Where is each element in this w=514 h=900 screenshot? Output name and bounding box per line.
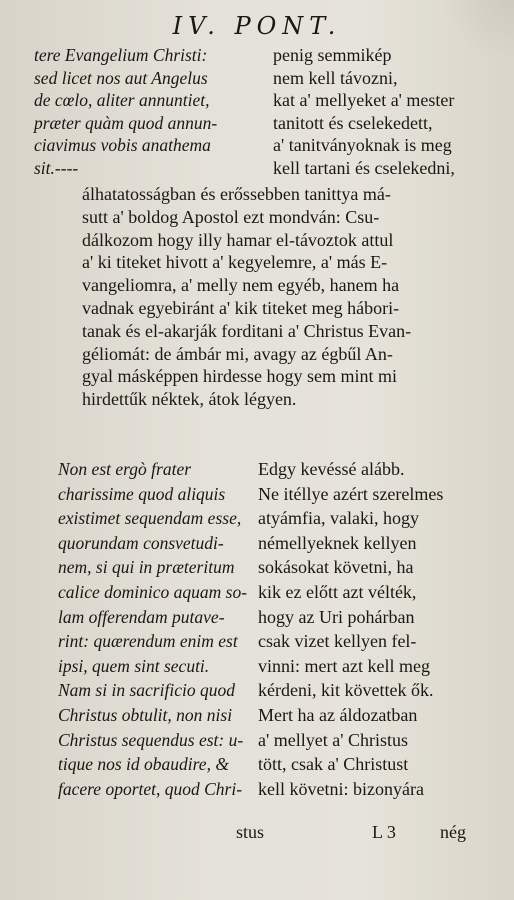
- latin-line: præter quàm quod annun-: [34, 112, 218, 133]
- latin-line: Nam si in sacrificio quod: [58, 680, 235, 701]
- hungarian-line: csak vizet kellyen fel-: [258, 631, 417, 652]
- catchword-left: stus: [236, 822, 265, 842]
- hungarian-line: kérdeni, kit követtek ők.: [258, 680, 434, 701]
- text-line: gyal másképpen hirdesse hogy sem mint mi: [82, 366, 397, 387]
- hungarian-line: penig semmikép: [273, 45, 392, 65]
- text-line: vadnak egyebiránt a' kik titeket meg hábori-: [82, 298, 400, 318]
- hungarian-line: hogy az Uri pohárban: [258, 606, 415, 627]
- latin-line: sit.----: [34, 158, 79, 178]
- latin-line: tique nos id obaudire, &: [58, 754, 229, 775]
- latin-line: facere oportet, quod Chri-: [58, 778, 243, 799]
- text-line: géliomát: de ámbár mi, avagy az égbűl An-: [82, 343, 393, 364]
- hungarian-line: atyámfia, valaki, hogy: [258, 508, 419, 529]
- latin-line: calice dominico aquam so-: [58, 582, 248, 602]
- text-line: álhatatosságban és erőssebben tanittya má-: [82, 184, 391, 204]
- latin-line: nem, si qui in præteritum: [58, 557, 235, 578]
- latin-line: charissime quod aliquis: [58, 483, 226, 504]
- latin-line: Christus sequendus est: u-: [58, 729, 244, 750]
- text-line: vangeliomra, a' melly nem egyéb, hanem ha: [82, 275, 400, 296]
- hungarian-line: kell tartani és cselekedni,: [273, 158, 455, 178]
- latin-line: ciavimus vobis anathema: [34, 135, 211, 156]
- hungarian-line: Ne itéllye azért szerelmes: [258, 483, 444, 504]
- text-line: hirdettűk néktek, átok légyen.: [82, 389, 297, 410]
- latin-line: de cœlo, aliter annuntiet,: [34, 90, 210, 111]
- hungarian-line: kik ez előtt azt vélték,: [258, 582, 417, 602]
- hungarian-line: tanitott és cselekedett,: [273, 112, 433, 133]
- hungarian-line: a' tanitványoknak is meg: [273, 135, 452, 156]
- latin-line: quorundam consvetudi-: [58, 532, 224, 553]
- catchword-right: nég: [440, 822, 466, 842]
- hungarian-line: nem kell távozni,: [273, 67, 398, 88]
- hungarian-line: Edgy kevéssé alább.: [258, 459, 405, 479]
- hungarian-line: sokásokat követni, ha: [258, 557, 414, 578]
- text-line: dálkozom hogy illy hamar el-távoztok attul: [82, 229, 394, 250]
- latin-line: sed licet nos aut Angelus: [34, 67, 208, 88]
- hungarian-line: kat a' mellyeket a' mester: [273, 90, 455, 111]
- text-line: tanak és el-akarják forditani a' Christus Evan-: [82, 320, 412, 341]
- latin-line: Non est ergò frater: [58, 459, 192, 479]
- running-header: IV. PONT.: [172, 12, 342, 40]
- latin-line: Christus obtulit, non nisi: [58, 705, 233, 725]
- latin-line: existimet sequendam esse,: [58, 508, 242, 529]
- hungarian-line: kell követni: bizonyára: [258, 778, 424, 799]
- hungarian-line: tött, csak a' Christust: [258, 754, 409, 775]
- text-line: a' ki titeket hivott a' kegyelemre, a' más E-: [82, 252, 388, 273]
- latin-line: ipsi, quem sint secuti.: [58, 655, 210, 676]
- latin-line: rint: quærendum enim est: [58, 631, 238, 652]
- hungarian-line: némellyeknek kellyen: [258, 532, 417, 553]
- latin-line: lam offerendam putave-: [58, 606, 225, 627]
- hungarian-line: Mert ha az áldozatban: [258, 705, 418, 725]
- text-line: sutt a' boldog Apostol ezt mondván: Csu-: [82, 206, 380, 227]
- latin-line: tere Evangelium Christi:: [34, 45, 208, 65]
- signature-mark: L 3: [372, 822, 396, 842]
- hungarian-line: vinni: mert azt kell meg: [258, 655, 430, 676]
- hungarian-line: a' mellyet a' Christus: [258, 729, 408, 750]
